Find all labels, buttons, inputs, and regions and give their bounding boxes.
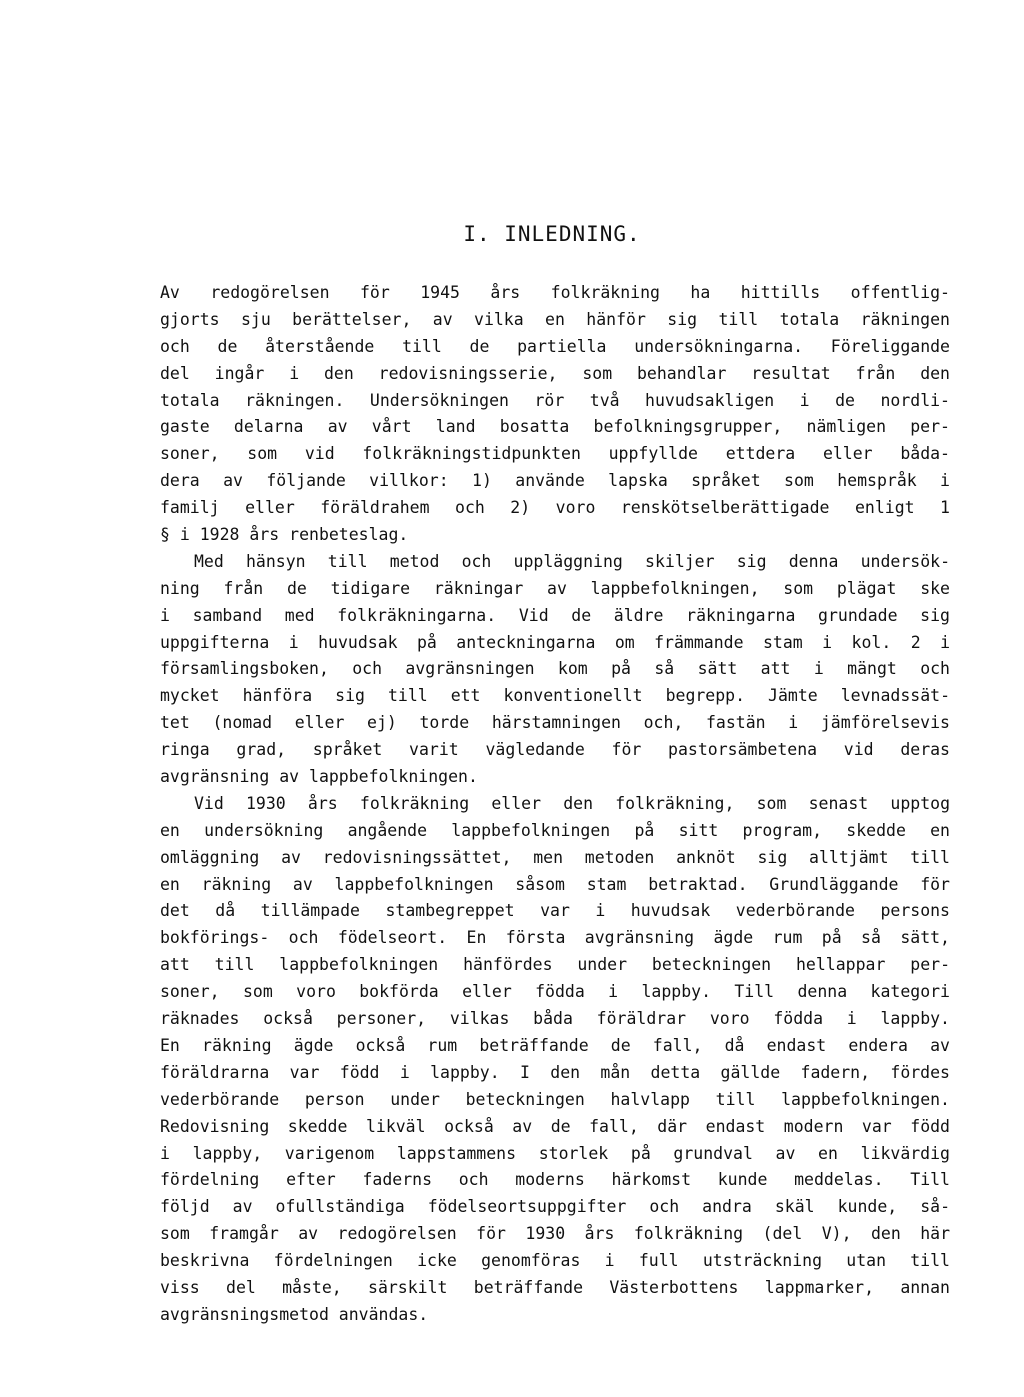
- text-line: familj eller föräldrahem och 2) voro renskötselberättigade enligt 1: [160, 498, 950, 518]
- text-line: räknades också personer, vilkas båda föräldrar voro födda i lappby.: [160, 1009, 950, 1029]
- body-text: [160, 280, 950, 1329]
- text-line: följd av ofullständiga födelseortsuppgifter och andra skäl kunde, så-: [160, 1197, 950, 1217]
- text-line: i lappby, varigenom lappstammens storlek på grundval av en likvärdig: [160, 1143, 950, 1163]
- text-line: ringa grad, språket varit vägledande för pastorsämbetena vid deras: [160, 740, 950, 760]
- text-line: Redovisning skedde likväl också av de fall, där endast modern var född: [160, 1116, 950, 1136]
- text-line: viss del måste, särskilt beträffande Västerbottens lappmarker, annan: [160, 1277, 950, 1297]
- text-line: att till lappbefolkningen hänfördes under beteckningen hellappar per-: [160, 955, 950, 975]
- text-line: tet (nomad eller ej) torde härstamningen och, fastän i jämförelsevis: [160, 713, 950, 733]
- text-line: soner, som vid folkräkningstidpunkten uppfyllde ettdera eller båda-: [160, 444, 950, 464]
- text-line: församlingsboken, och avgränsningen kom på så sätt att i mängt och: [160, 659, 950, 679]
- text-line: föräldrarna var född i lappby. I den mån detta gällde fadern, fördes: [160, 1062, 950, 1082]
- text-line: del ingår i den redovisningsserie, som behandlar resultat från den: [160, 363, 950, 383]
- text-line: gaste delarna av vårt land bosatta befolkningsgrupper, nämligen per-: [160, 417, 950, 437]
- text-line: § i 1928 års renbeteslag.: [160, 525, 409, 545]
- text-line: omläggning av redovisningssättet, men metoden anknöt sig alltjämt till: [160, 847, 950, 867]
- paragraph-2: [160, 549, 950, 791]
- text-line: fördelning efter faderns och moderns härkomst kunde meddelas. Till: [160, 1170, 950, 1190]
- text-line: avgränsning av lappbefolkningen.: [160, 767, 478, 787]
- text-line: vederbörande person under beteckningen halvlapp till lappbefolkningen.: [160, 1089, 950, 1109]
- paragraph-3: [160, 791, 950, 1329]
- text-line: soner, som voro bokförda eller födda i lappby. Till denna kategori: [160, 982, 950, 1002]
- paragraph-1: [160, 280, 950, 549]
- text-line: totala räkningen. Undersökningen rör två huvudsakligen i de nordli-: [160, 390, 950, 410]
- text-line: en räkning av lappbefolkningen såsom stam betraktad. Grundläggande för: [160, 874, 950, 894]
- text-line: gjorts sju berättelser, av vilka en hänför sig till totala räkningen: [160, 309, 950, 329]
- text-line: en undersökning angående lappbefolkningen på sitt program, skedde en: [160, 820, 950, 840]
- text-line: ning från de tidigare räkningar av lappbefolkningen, som plägat ske: [160, 578, 950, 598]
- text-line: dera av följande villkor: 1) använde lapska språket som hemspråk i: [160, 471, 950, 491]
- text-line: i samband med folkräkningarna. Vid de äldre räkningarna grundade sig: [160, 605, 950, 625]
- text-line: avgränsningsmetod användas.: [160, 1304, 429, 1324]
- text-line: som framgår av redogörelsen för 1930 års folkräkning (del V), den här: [160, 1224, 950, 1244]
- text-line: Med hänsyn till metod och uppläggning skiljer sig denna undersök-: [194, 551, 950, 571]
- text-line: beskrivna fördelningen icke genomföras i full utsträckning utan till: [160, 1251, 950, 1271]
- text-line: uppgifterna i huvudsak på anteckningarna om främmande stam i kol. 2 i: [160, 632, 950, 652]
- text-line: det då tillämpade stambegreppet var i huvudsak vederbörande persons: [160, 901, 950, 921]
- text-line: En räkning ägde också rum beträffande de fall, då endast endera av: [160, 1035, 950, 1055]
- text-line: mycket hänföra sig till ett konventionellt begrepp. Jämte levnadssät-: [160, 686, 950, 706]
- text-line: Vid 1930 års folkräkning eller den folkräkning, som senast upptog: [194, 793, 950, 813]
- chapter-heading: I. INLEDNING.: [463, 222, 641, 246]
- text-line: Av redogörelsen för 1945 års folkräkning ha hittills offentlig-: [160, 283, 950, 302]
- text-line: och de återstående till de partiella undersökningarna. Föreliggande: [160, 336, 950, 356]
- text-line: bokförings- och födelseort. En första avgränsning ägde rum på så sätt,: [160, 928, 950, 948]
